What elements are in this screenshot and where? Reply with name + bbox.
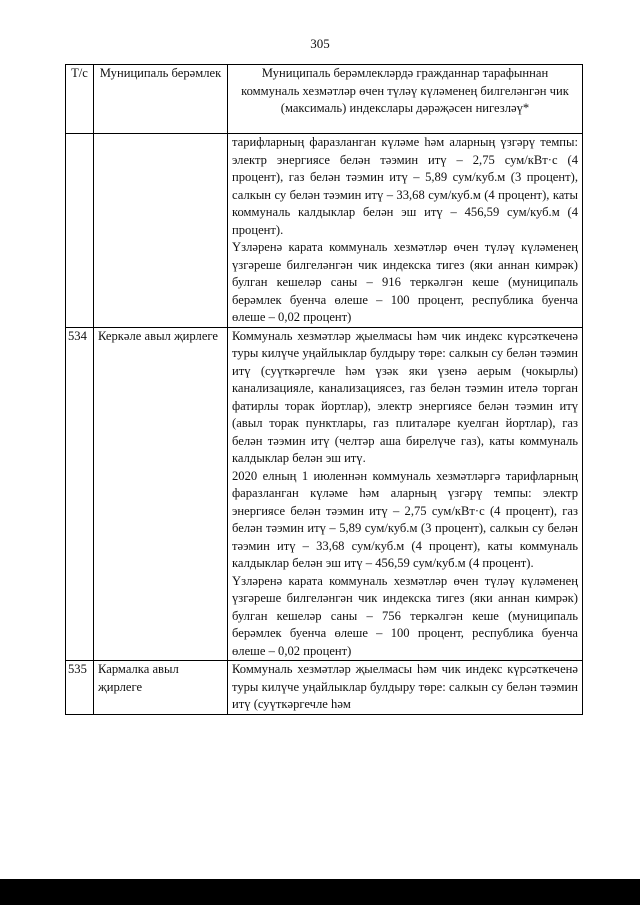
row-num: 535	[66, 661, 94, 715]
paragraph: 2020 елның 1 июленнән коммуналь хезмәтләргә тарифларның фаразланган күләме һәм аларның үзгәрү темпы: электр энергиясе белән тәэмин итү – 2,75 сум/кВт·с (4 процент), газ белән тәэмин итү – 5,89 сум/куб.м (3 процент), салкын су белән тәэмин итү – 33,68 сум/куб.м (4 процент), каты коммуналь калдыклар белән эш итү – 456,59 сум/куб.м (4 процент).	[232, 468, 578, 570]
header-num: Т/с	[66, 65, 94, 134]
tariff-table	[65, 64, 583, 715]
table-row	[66, 661, 583, 715]
paragraph: Үзләренә карата коммуналь хезмәтләр өчен түләү күләменең үзгәреше билгеләнгән чик индекска тигез (яки аннан кимрәк) булган кешеләр саны – 916 теркәлгән кеше (муниципаль берәмлек буенча өлеше – 100 процент, республика буенча өлеше – 0,02 процент)	[232, 240, 578, 324]
table-row	[66, 134, 583, 328]
header-municipality: Муниципаль берәмлек	[94, 65, 228, 134]
row-num	[66, 134, 94, 328]
row-text	[228, 327, 583, 661]
row-name	[94, 134, 228, 328]
paragraph: Үзләренә карата коммуналь хезмәтләр өчен түләү күләменең үзгәреше билгеләнгән чик индекска тигез (яки аннан кимрәк) булган кешеләр саны – 756 теркәлгән кеше (муниципаль берәмлек буенча өлеше – 100 процент, республика буенча өлеше – 0,02 процент)	[232, 573, 578, 658]
page-number: 305	[310, 36, 330, 51]
paragraph: тарифларның фаразланган күләме һәм аларның үзгәрү темпы: электр энергиясе белән тәэмин итү – 2,75 сум/кВт·с (4 процент), газ белән тәэмин итү – 5,89 сум/куб.м (3 процент), салкын су белән тәэмин итү – 33,68 сум/куб.м (4 процент), каты коммуналь калдыклар белән эш итү – 456,59 сум/куб.м (4 процент).	[232, 135, 578, 237]
row-num: 534	[66, 327, 94, 661]
row-name: Кармалка авыл җирлеге	[94, 661, 228, 715]
paragraph: Коммуналь хезмәтләр җыелмасы һәм чик индекс күрсәткеченә туры килүче уңайлыклар булдыру төре: салкын су белән тәэмин итү (суүткәргечле һәм үзәк яки үзенә аерым (чокырлы) канализацияле, канализациясез, газ белән тәэмин ителә торган фатирлы торак йортлар), электр энергиясе белән тәэмин итү (авыл торак пунктлары, газ плиталәре куелган йортлар), газ белән тәэмин итү (челтәр аша бирелүче газ), каты коммуналь калдыклар белән эш итү.	[232, 328, 578, 465]
table-row	[66, 327, 583, 661]
header-index: Муниципаль берәмлекләрдә гражданнар тарафыннан коммуналь хезмәтләр өчен түләү күләменең билгеләнгән чик (максималь) индекслары дәрәҗәсен нигезләү*	[228, 65, 583, 134]
scan-bottom-border	[0, 879, 640, 905]
paragraph: Коммуналь хезмәтләр җыелмасы һәм чик индекс күрсәткеченә туры килүче уңайлыклар булдыру төре: салкын су белән тәэмин итү (суүткәргечле һәм	[232, 662, 578, 711]
row-text	[228, 134, 583, 328]
row-text	[228, 661, 583, 715]
row-name: Керкәле авыл җирлеге	[94, 327, 228, 661]
table-header-row	[66, 65, 583, 134]
